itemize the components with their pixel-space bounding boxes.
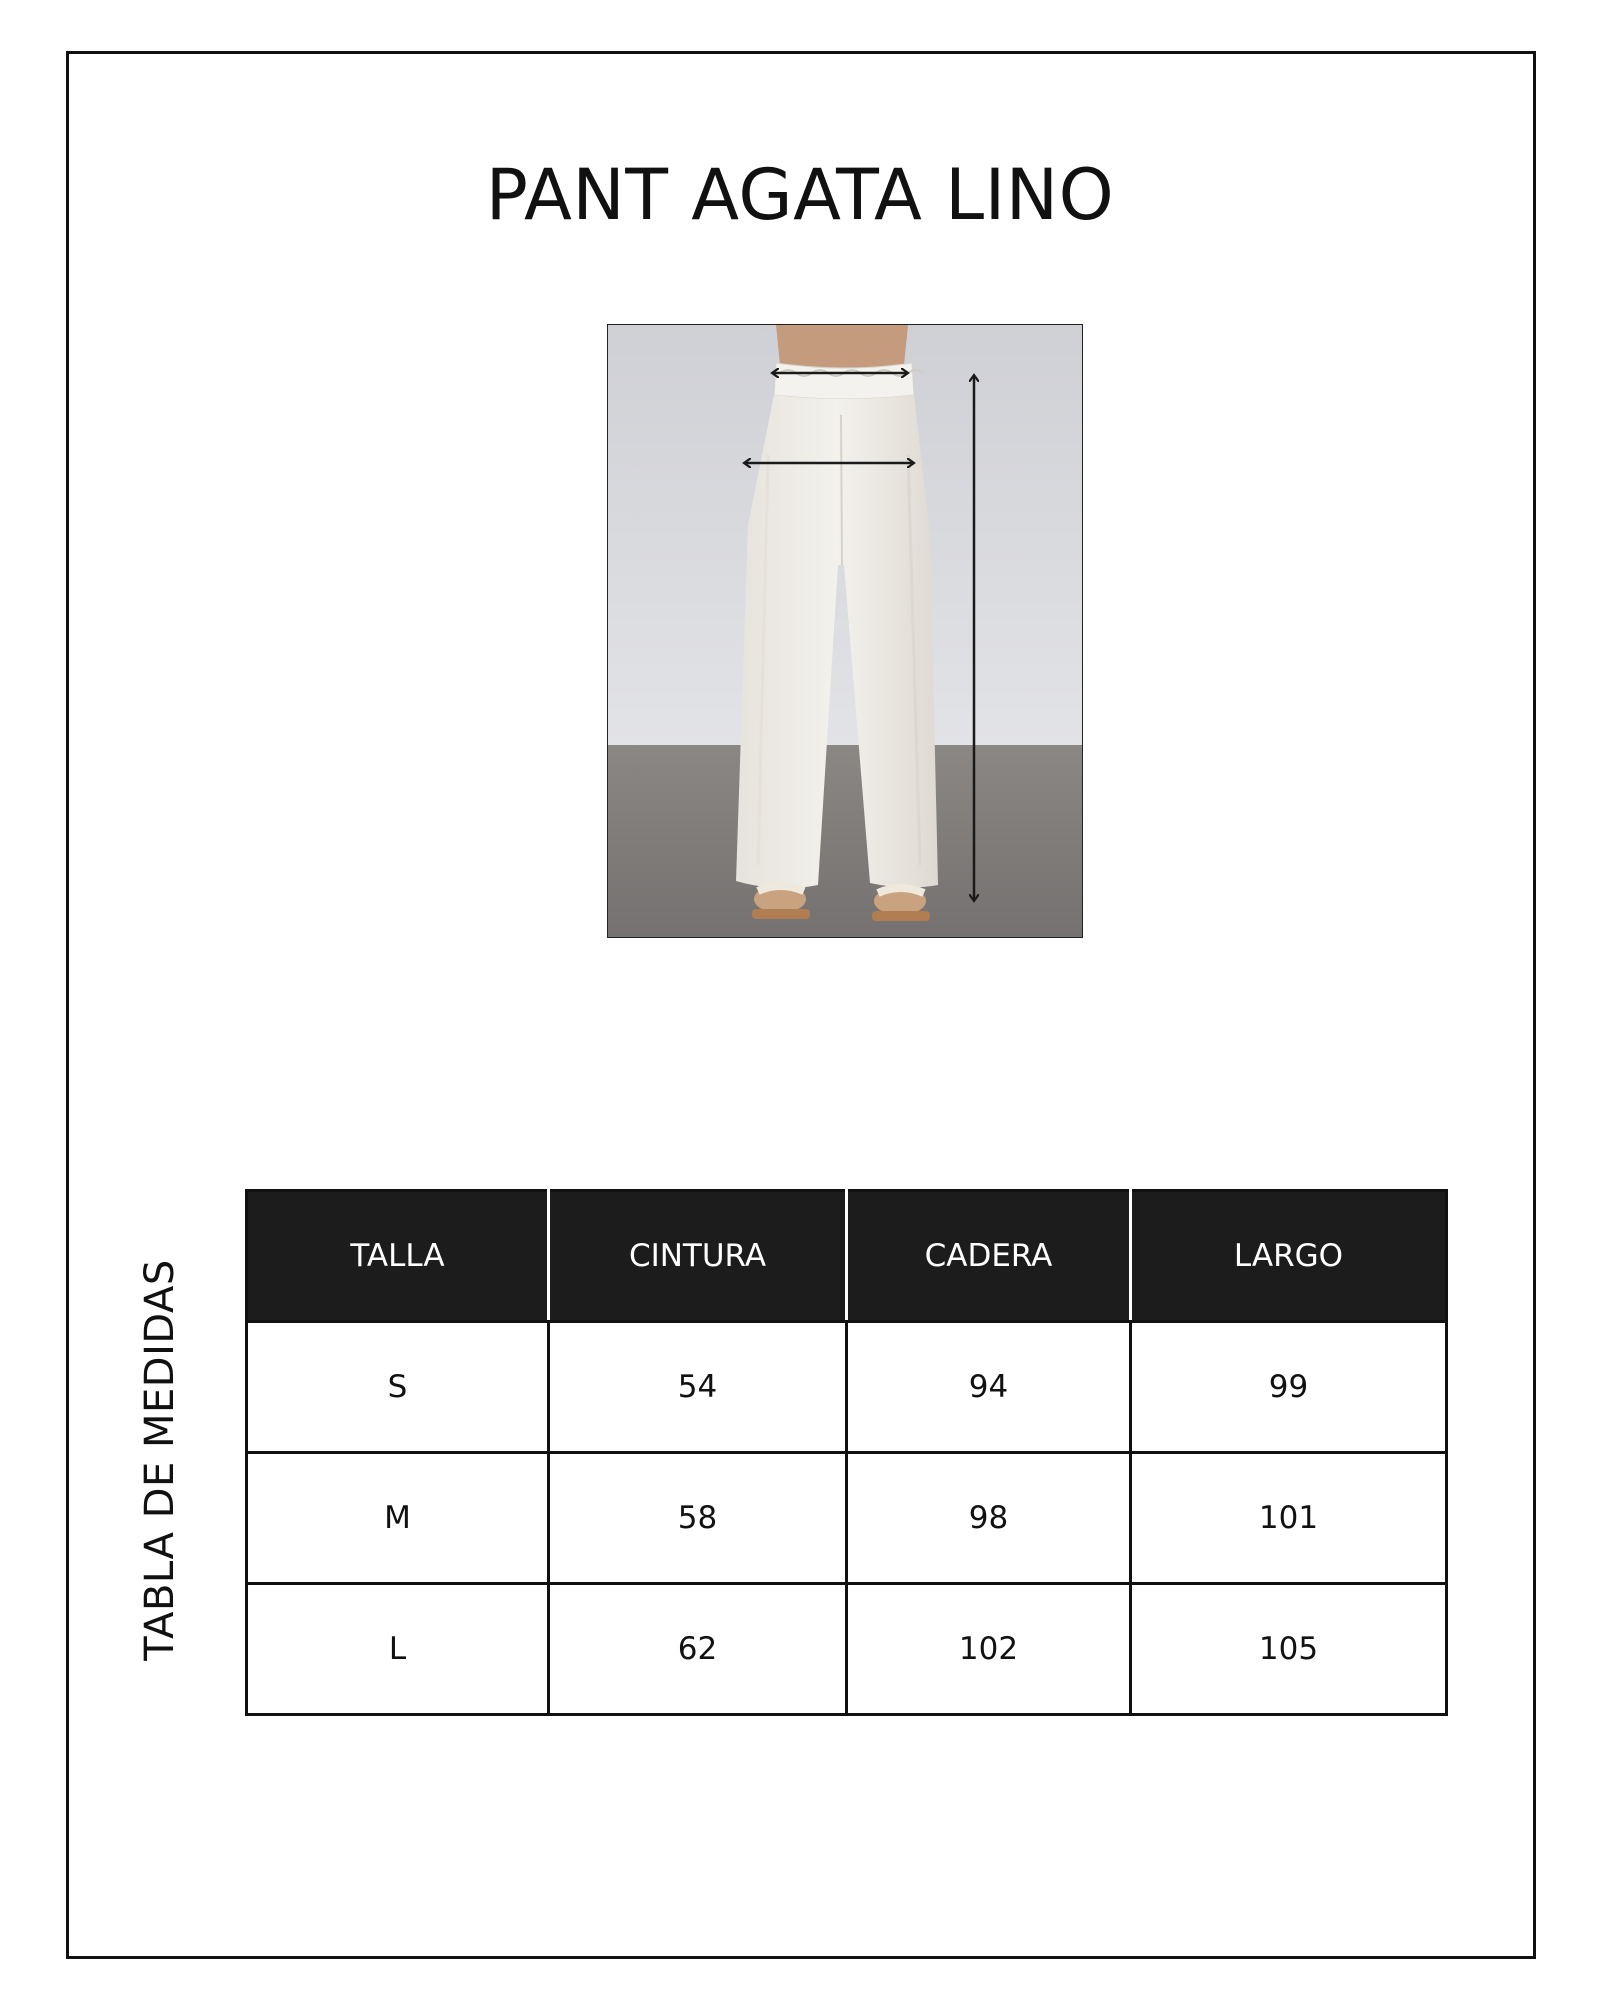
- cell-cadera: 94: [847, 1322, 1131, 1453]
- cell-largo: 101: [1131, 1453, 1447, 1584]
- cell-talla: S: [247, 1322, 549, 1453]
- product-photo: [607, 324, 1083, 938]
- waistband: [774, 363, 914, 399]
- cell-cadera: 102: [847, 1584, 1131, 1715]
- header-largo: LARGO: [1131, 1191, 1447, 1322]
- table-row: [247, 1453, 1447, 1584]
- cell-largo: 99: [1131, 1322, 1447, 1453]
- table-header-row: [247, 1191, 1447, 1322]
- size-chart-label: TABLA DE MEDIDAS: [137, 1259, 183, 1661]
- size-table: [245, 1189, 1448, 1716]
- cell-cadera: 98: [847, 1453, 1131, 1584]
- cell-talla: L: [247, 1584, 549, 1715]
- table-row: [247, 1584, 1447, 1715]
- header-talla: TALLA: [247, 1191, 549, 1322]
- torso: [776, 325, 908, 368]
- cell-talla: M: [247, 1453, 549, 1584]
- table-row: [247, 1322, 1447, 1453]
- cell-largo: 105: [1131, 1584, 1447, 1715]
- header-cadera: CADERA: [847, 1191, 1131, 1322]
- floor: [608, 745, 1083, 938]
- pants-illustration: [608, 325, 1083, 938]
- cell-cintura: 54: [549, 1322, 847, 1453]
- cell-cintura: 62: [549, 1584, 847, 1715]
- cell-cintura: 58: [549, 1453, 847, 1584]
- page-title: PANT AGATA LINO: [485, 154, 1115, 236]
- header-cintura: CINTURA: [549, 1191, 847, 1322]
